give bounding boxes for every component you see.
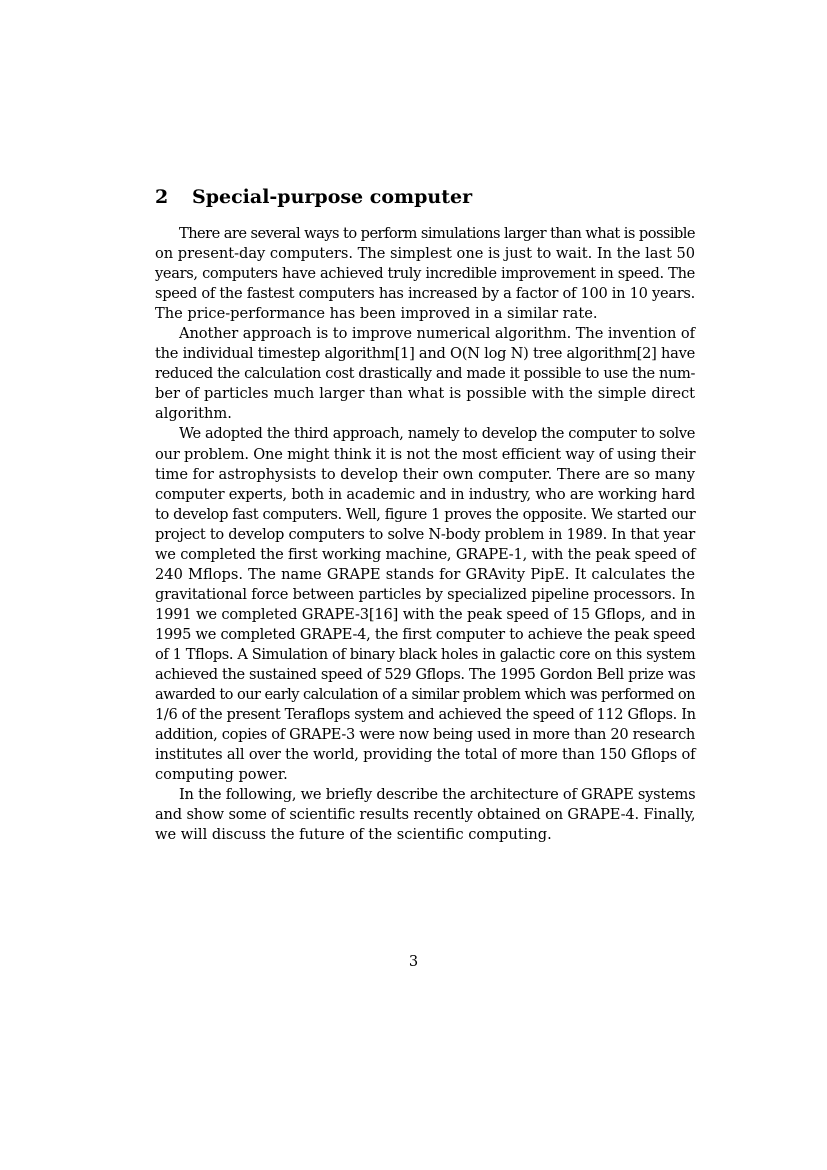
text-line: computing power. bbox=[155, 766, 288, 784]
text-line: we will discuss the future of the scientific computing. bbox=[155, 826, 552, 844]
text-line: of 1 Tflops. A Simulation of binary black holes in galactic core on this system bbox=[155, 645, 696, 663]
text-line: time for astrophysists to develop their own computer. There are so many bbox=[155, 465, 695, 483]
text-line: 1/6 of the present Teraflops system and achieved the speed of 112 Gflops. In bbox=[155, 706, 696, 724]
text-line: and show some of scientific results recently obtained on GRAPE-4. Finally, bbox=[155, 806, 696, 824]
text-line: reduced the calculation cost drastically and made it possible to use the num- bbox=[155, 365, 695, 383]
section-heading bbox=[155, 186, 472, 208]
text-line: to develop fast computers. Well, figure 1 proves the opposite. We started our bbox=[155, 505, 696, 523]
text-line: 240 Mflops. The name GRAPE stands for GRAvity PipE. It calculates the bbox=[155, 565, 695, 583]
text-line: 1995 we completed GRAPE-4, the first computer to achieve the peak speed bbox=[155, 625, 696, 643]
text-line: our problem. One might think it is not the most efficient way of using their bbox=[155, 445, 696, 463]
text-line: gravitational force between particles by specialized pipeline processors. In bbox=[155, 585, 695, 603]
text-line: institutes all over the world, providing the total of more than 150 Gflops of bbox=[155, 746, 696, 764]
paragraph bbox=[155, 324, 695, 424]
text-line: achieved the sustained speed of 529 Gflops. The 1995 Gordon Bell prize was bbox=[155, 666, 696, 684]
paragraph bbox=[155, 785, 695, 845]
paragraph bbox=[155, 224, 695, 324]
text-line: In the following, we briefly describe the architecture of GRAPE systems bbox=[179, 786, 696, 804]
text-line: addition, copies of GRAPE-3 were now being used in more than 20 research bbox=[155, 726, 695, 744]
page-number: 3 bbox=[408, 953, 419, 970]
text-line: 1991 we completed GRAPE-3[16] with the peak speed of 15 Gflops, and in bbox=[155, 605, 696, 623]
text-line: speed of the fastest computers has increased by a factor of 100 in 10 years. bbox=[155, 285, 695, 303]
text-line: the individual timestep algorithm[1] and O(N log N) tree algorithm[2] have bbox=[155, 345, 695, 363]
text-line: on present-day computers. The simplest one is just to wait. In the last 50 bbox=[155, 245, 695, 263]
text-line: we completed the first working machine, GRAPE-1, with the peak speed of bbox=[155, 545, 696, 563]
text-line: Another approach is to improve numerical algorithm. The invention of bbox=[179, 325, 695, 343]
text-line: project to develop computers to solve N-body problem in 1989. In that year bbox=[155, 525, 695, 543]
section-number: 2 bbox=[155, 186, 169, 208]
section-title: Special-purpose computer bbox=[192, 186, 473, 208]
text-line: years, computers have achieved truly incredible improvement in speed. The bbox=[155, 265, 695, 283]
body-text bbox=[155, 224, 695, 845]
text-line: We adopted the third approach, namely to develop the computer to solve bbox=[179, 425, 695, 443]
text-line: algorithm. bbox=[155, 405, 232, 423]
text-line: awarded to our early calculation of a similar problem which was performed on bbox=[155, 686, 695, 704]
text-line: There are several ways to perform simulations larger than what is possible bbox=[179, 225, 695, 242]
paragraph bbox=[155, 424, 695, 785]
text-line: The price-performance has been improved in a similar rate. bbox=[155, 305, 598, 323]
text-line: computer experts, both in academic and in industry, who are working hard bbox=[155, 485, 695, 503]
text-line: ber of particles much larger than what is possible with the simple direct bbox=[155, 385, 695, 403]
